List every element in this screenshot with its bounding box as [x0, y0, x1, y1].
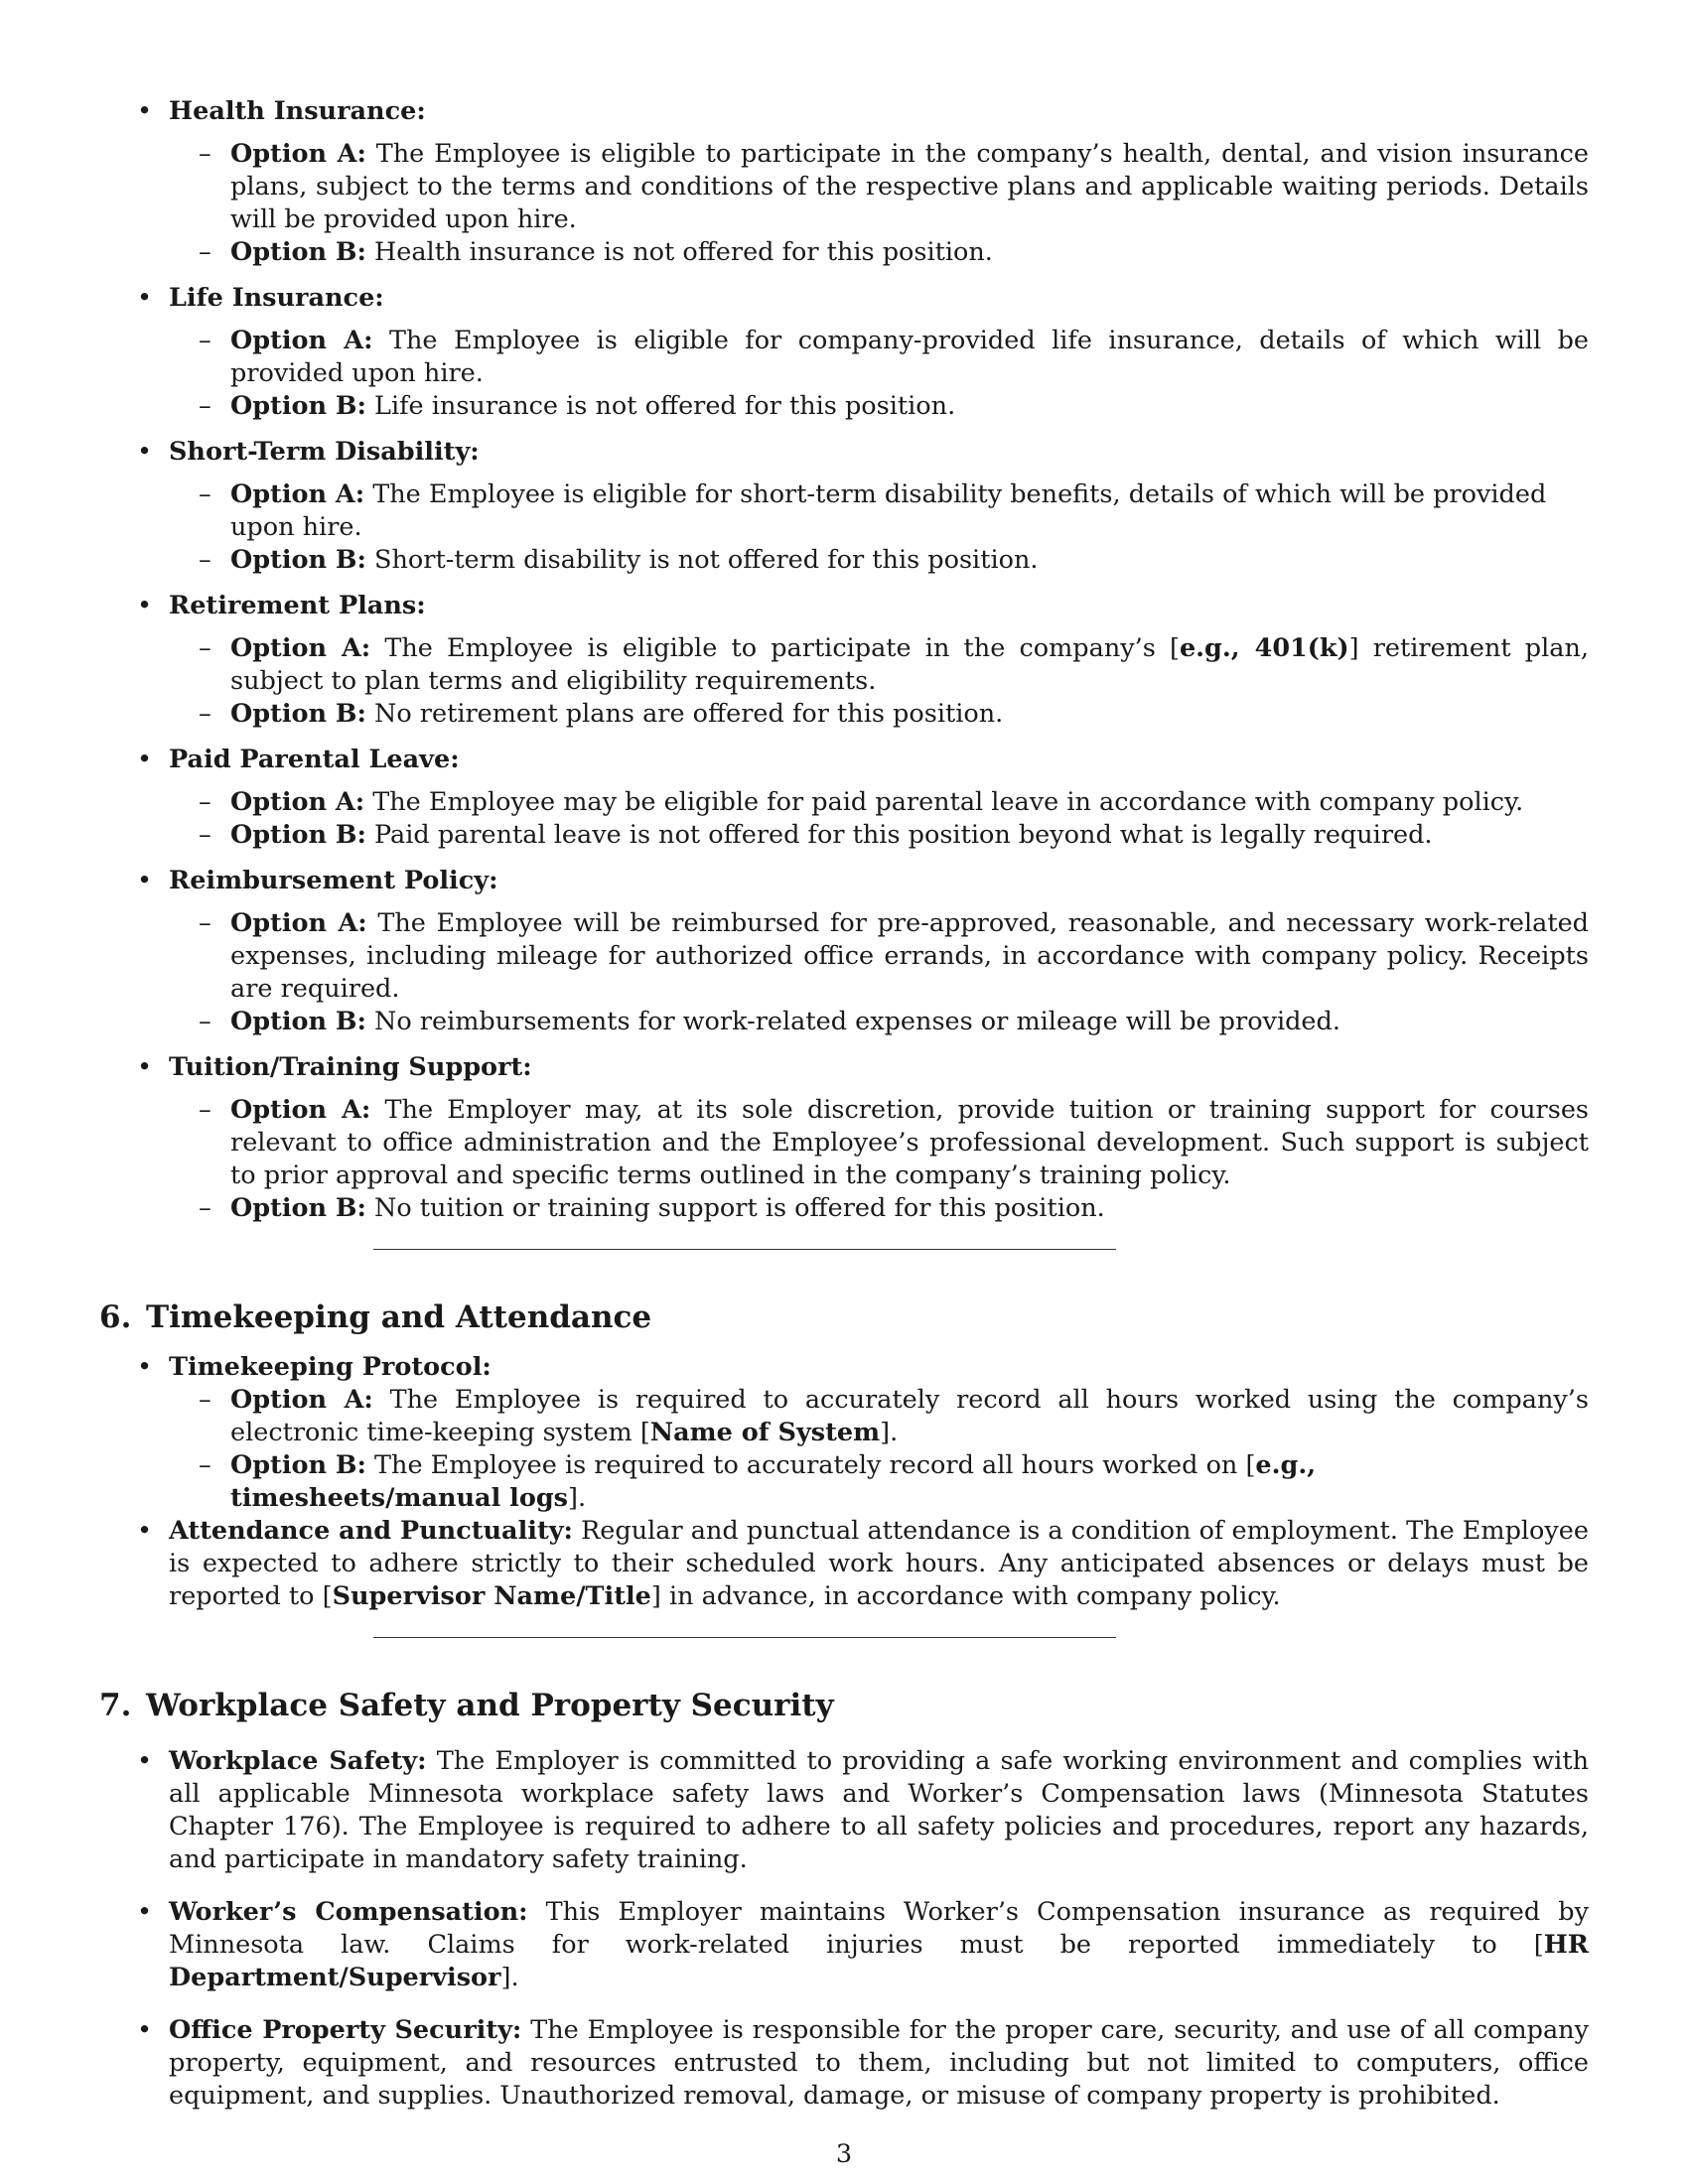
comp-paragraph — [169, 1896, 1589, 1994]
option-list — [169, 907, 1589, 1038]
comp-text-before: This Employer maintains Worker’s Compensation insurance as required by Minnesota law. Claims for work-related injuries must be reported immediately to [ — [169, 1897, 1589, 1960]
option-text: Life insurance is not offered for this position. — [374, 391, 956, 421]
option-text-before: The Employee is eligible to participate in the company’s [ — [384, 633, 1180, 663]
benefit-item-reimbursement-policy — [99, 865, 1589, 1038]
safety-paragraph — [169, 1745, 1589, 1876]
placeholder-text: HR Department/Supervisor — [169, 1930, 1589, 1992]
section-heading-timekeeping — [99, 1297, 1589, 1337]
placeholder-text: e.g., timesheets/manual logs — [230, 1450, 1317, 1513]
item-title: Office Property Security: — [169, 2015, 522, 2045]
horizontal-divider — [373, 1637, 1116, 1638]
item-title: Worker’s Compensation: — [169, 1897, 528, 1927]
option-label: Option A: — [230, 633, 371, 663]
option-text: The Employee may be eligible for paid parental leave in accordance with company policy. — [372, 787, 1524, 817]
option-label: Option A: — [230, 1385, 373, 1415]
benefit-title: • Short-Term Disability: — [169, 437, 480, 467]
attendance-text-before: Regular and punctual attendance is a condition of employment. The Employee is expected to adhere strictly to their scheduled work hours. Any anticipated absences or delays must be reported to [ — [169, 1516, 1589, 1611]
benefit-title: • Health Insurance: — [169, 96, 426, 126]
timekeeping-protocol-item — [99, 1351, 1589, 1515]
property-text: The Employee is responsible for the proper care, security, and use of all company property, equipment, and resources entrusted to them, including but not limited to computers, office equipment, and supplies. Unauthorized removal, damage, or misuse of company property is prohibited. — [169, 2015, 1590, 2111]
option-item — [169, 698, 1589, 731]
benefit-item-retirement-plans — [99, 590, 1589, 731]
benefits-list — [99, 95, 1589, 1225]
attendance-paragraph — [169, 1515, 1589, 1613]
safety-text: The Employer is committed to providing a safe working environment and complies with all applicable Minnesota workplace safety laws and Worker’s Compensation laws (Minnesota Statutes Chapter 176). The Employee is required to adhere to all safety policies and procedures, report any hazards, and participate in mandatory safety training. — [169, 1746, 1590, 1874]
option-text: Paid parental leave is not offered for this position beyond what is legally required. — [374, 820, 1433, 850]
section-title: Workplace Safety and Property Security — [146, 1688, 834, 1723]
option-list — [169, 478, 1589, 577]
option-item — [169, 907, 1589, 1006]
option-list — [169, 786, 1589, 852]
option-item — [169, 1006, 1589, 1038]
option-label: Option B: — [230, 1007, 366, 1036]
placeholder-text: Name of System — [649, 1418, 881, 1447]
comp-text-after: ]. — [500, 1963, 519, 1992]
option-label: Option B: — [230, 1193, 366, 1223]
option-label: Option A: — [230, 908, 367, 938]
benefit-item-paid-parental-leave — [99, 744, 1589, 852]
attendance-text-after: ] in advance, in accordance with company policy. — [650, 1581, 1281, 1611]
option-label: Option A: — [230, 326, 373, 355]
option-text: The Employee will be reimbursed for pre-approved, reasonable, and necessary work-related expenses, including mileage for authorized office errands, in accordance with company policy. Receipts are required. — [230, 908, 1589, 1004]
page-content — [99, 95, 1589, 2125]
option-list — [169, 325, 1589, 423]
option-text: Short-term disability is not offered for this position. — [374, 545, 1039, 575]
placeholder-text: Supervisor Name/Title — [332, 1581, 651, 1611]
option-text-after: ] retirement plan, subject to plan terms and eligibility requirements. — [230, 633, 1590, 696]
option-label: Option A: — [230, 139, 366, 169]
benefit-title: • Tuition/Training Support: — [169, 1052, 532, 1082]
safety-list — [99, 1745, 1589, 2113]
option-item — [169, 236, 1589, 269]
page-number: 3 — [835, 2139, 853, 2169]
option-label: Option B: — [230, 545, 366, 575]
option-label: Option B: — [230, 237, 366, 267]
option-label: Option B: — [230, 391, 366, 421]
option-text: The Employee is eligible for short-term disability benefits, details of which will be provided upon hire. — [230, 479, 1547, 542]
property-paragraph — [169, 2014, 1589, 2113]
option-text: No tuition or training support is offered for this position. — [374, 1193, 1105, 1223]
timekeeping-list — [99, 1351, 1589, 1613]
workplace-safety-item — [99, 1745, 1589, 1876]
section-title: Timekeeping and Attendance — [146, 1299, 652, 1335]
option-item — [169, 478, 1589, 544]
option-list — [169, 138, 1589, 269]
section-heading-safety — [99, 1686, 1589, 1725]
option-text: No retirement plans are offered for this position. — [374, 699, 1004, 729]
benefit-title: • Reimbursement Policy: — [169, 866, 498, 895]
option-label: Option A: — [230, 787, 365, 817]
section-number: 6. — [99, 1299, 132, 1335]
option-item — [169, 1449, 1589, 1515]
option-label: Option B: — [230, 1450, 366, 1480]
placeholder-text: e.g., 401(k) — [1179, 633, 1349, 663]
option-item — [169, 1192, 1589, 1225]
option-text: The Employee is eligible for company-provided life insurance, details of which will be provided upon hire. — [230, 326, 1589, 388]
item-title: Attendance and Punctuality: — [169, 1516, 573, 1546]
option-text-after: ]. — [880, 1418, 899, 1447]
option-item — [169, 325, 1589, 390]
section-number: 7. — [99, 1688, 132, 1723]
item-title: • Timekeeping Protocol: — [169, 1352, 492, 1382]
option-item — [169, 138, 1589, 236]
option-text-before: The Employee is required to accurately record all hours worked using the company’s electronic time-keeping system [ — [230, 1385, 1589, 1447]
option-text: The Employee is eligible to participate in the company’s health, dental, and vision insurance plans, subject to the terms and conditions of the respective plans and applicable waiting periods. Details will be provided upon hire. — [230, 139, 1589, 234]
option-item — [169, 632, 1589, 698]
option-list — [169, 1094, 1589, 1225]
option-item — [169, 786, 1589, 819]
option-list — [169, 1384, 1589, 1515]
horizontal-divider — [373, 1249, 1116, 1250]
option-list — [169, 632, 1589, 731]
benefit-item-tuition-training — [99, 1051, 1589, 1225]
item-title: Workplace Safety: — [169, 1746, 427, 1776]
benefit-title: • Retirement Plans: — [169, 591, 426, 620]
option-item — [169, 544, 1589, 577]
option-text: Health insurance is not offered for this position. — [374, 237, 993, 267]
option-item — [169, 390, 1589, 423]
option-text: No reimbursements for work-related expenses or mileage will be provided. — [374, 1007, 1340, 1036]
option-item — [169, 819, 1589, 852]
option-label: Option A: — [230, 1095, 371, 1125]
benefit-item-life-insurance — [99, 282, 1589, 423]
option-item — [169, 1094, 1589, 1192]
attendance-item — [99, 1515, 1589, 1613]
benefit-title: • Paid Parental Leave: — [169, 745, 460, 774]
option-label: Option B: — [230, 820, 366, 850]
option-item — [169, 1384, 1589, 1449]
option-label: Option A: — [230, 479, 365, 509]
option-text: The Employer may, at its sole discretion, provide tuition or training support for courses relevant to office administration and the Employee’s professional development. Such support is subject to prior approval and specific terms outlined in the company’s training policy. — [230, 1095, 1590, 1190]
benefit-item-health-insurance — [99, 95, 1589, 269]
benefit-item-short-term-disability — [99, 436, 1589, 577]
option-text-before: The Employee is required to accurately record all hours worked on [ — [374, 1450, 1256, 1480]
benefit-title: • Life Insurance: — [169, 283, 384, 313]
property-security-item — [99, 2014, 1589, 2113]
option-text-after: ]. — [568, 1483, 587, 1513]
option-label: Option B: — [230, 699, 366, 729]
workers-comp-item — [99, 1896, 1589, 1994]
